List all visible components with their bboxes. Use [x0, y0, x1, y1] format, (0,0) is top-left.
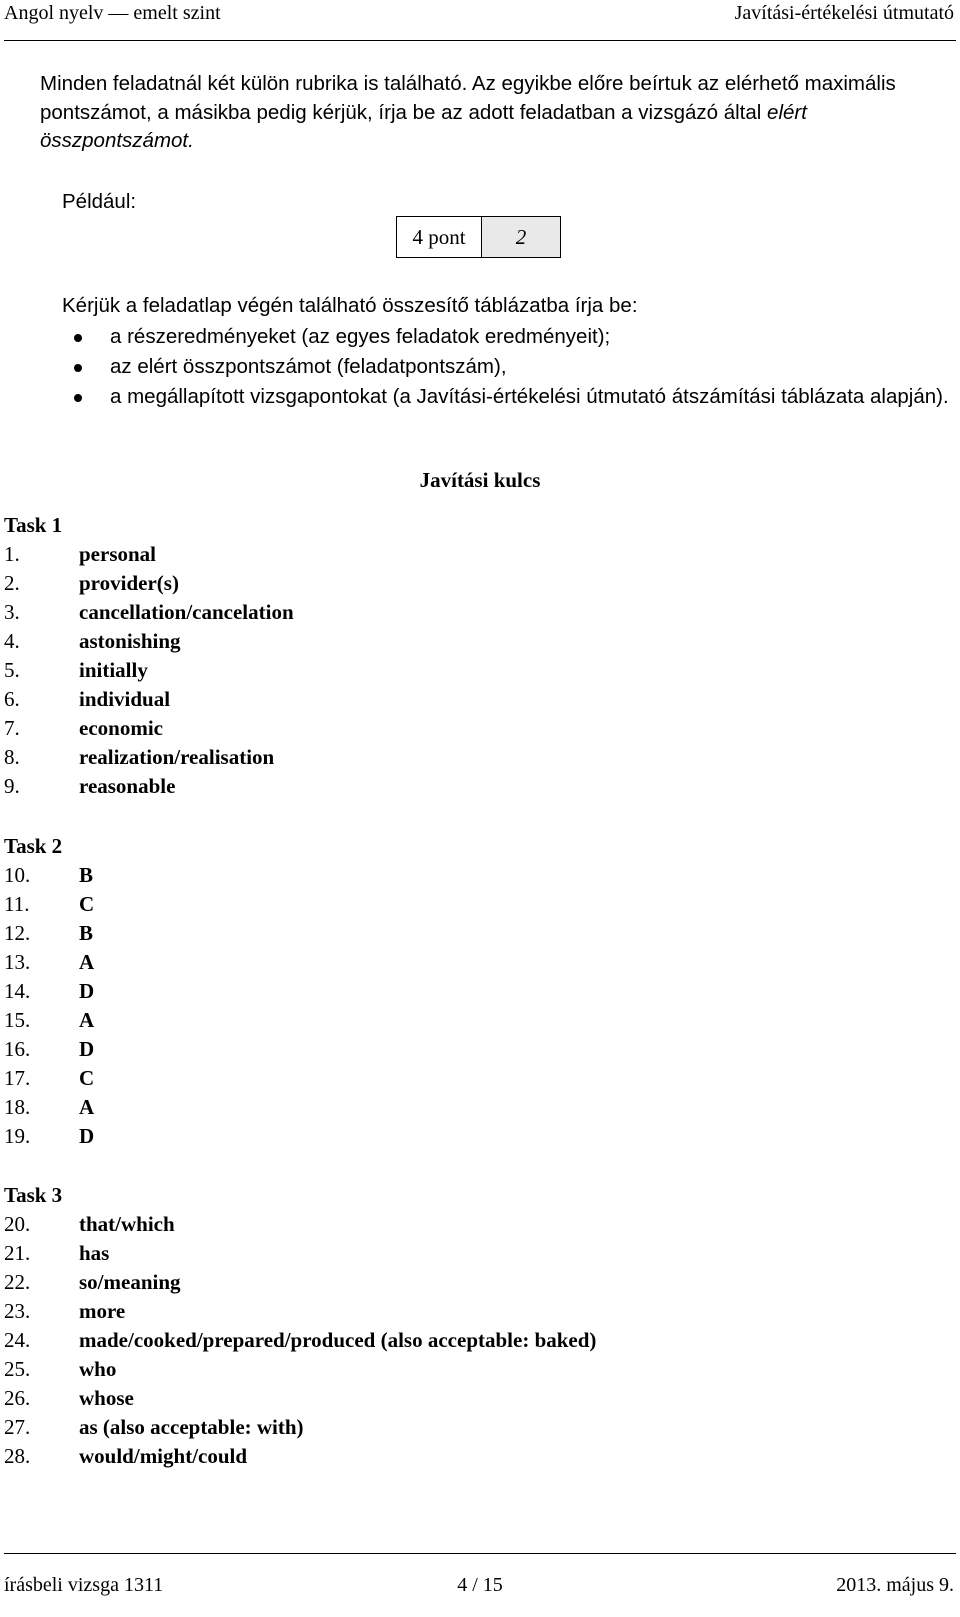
answer-row [4, 714, 294, 743]
list-item-text: az elért összpontszámot (feladatpontszám), [110, 355, 507, 378]
intro-italic-tail: elért összpontszámot. [40, 100, 807, 152]
answer-text: C [79, 892, 95, 916]
task-title: Task 1 [4, 513, 63, 537]
answer-text: individual [79, 687, 171, 711]
answer-row [4, 919, 94, 948]
answer-number: 1. [4, 542, 20, 566]
answer-row [4, 1006, 94, 1035]
answer-number: 13. [4, 950, 31, 974]
bullet-icon [74, 334, 82, 342]
answer-row [4, 627, 294, 656]
answer-number: 26. [4, 1386, 31, 1410]
answer-row [4, 890, 94, 919]
answer-text: so/meaning [79, 1270, 181, 1294]
answer-text: made/cooked/prepared/produced (also acceptable: baked) [79, 1328, 597, 1352]
answer-text: as (also acceptable: with) [79, 1415, 304, 1439]
answer-row [4, 598, 294, 627]
answer-row [4, 1239, 596, 1268]
answer-number: 15. [4, 1008, 31, 1032]
answer-row [4, 569, 294, 598]
answer-text: C [79, 1066, 95, 1090]
answer-text: B [79, 863, 94, 887]
answer-row [4, 1297, 596, 1326]
answer-number: 20. [4, 1212, 31, 1236]
task-title: Task 3 [4, 1183, 63, 1207]
answer-text: B [79, 921, 94, 945]
footer-date: 2013. május 9. [836, 1574, 954, 1596]
answer-key-title: Javítási kulcs [419, 468, 541, 492]
answer-row [4, 1268, 596, 1297]
answer-number: 18. [4, 1095, 31, 1119]
answer-row [4, 1442, 596, 1471]
answer-text: provider(s) [79, 571, 179, 595]
answer-number: 11. [4, 892, 30, 916]
header-divider [4, 40, 956, 41]
footer-exam-code: írásbeli vizsga 1311 [4, 1574, 164, 1596]
answer-number: 19. [4, 1124, 31, 1148]
list-item [62, 382, 958, 412]
task-title: Task 2 [4, 834, 63, 858]
answer-number: 22. [4, 1270, 31, 1294]
answer-text: more [79, 1299, 126, 1323]
answer-row [4, 656, 294, 685]
answer-number: 17. [4, 1066, 31, 1090]
intro-paragraph [40, 70, 940, 156]
answer-text: A [79, 1008, 95, 1032]
bullet-icon [74, 394, 82, 402]
answer-number: 21. [4, 1241, 31, 1265]
answer-row [4, 1093, 94, 1122]
answer-text: A [79, 1095, 95, 1119]
answer-text: realization/realisation [79, 745, 275, 769]
answer-row [4, 743, 294, 772]
answer-number: 25. [4, 1357, 31, 1381]
answer-row [4, 948, 94, 977]
answer-row [4, 1326, 596, 1355]
list-item [62, 322, 958, 352]
score-earned-points: 2 [482, 217, 560, 257]
answer-text: economic [79, 716, 163, 740]
answer-row [4, 977, 94, 1006]
answer-number: 10. [4, 863, 31, 887]
answer-row [4, 861, 94, 890]
answer-text: D [79, 1037, 95, 1061]
answer-number: 6. [4, 687, 20, 711]
answer-number: 2. [4, 571, 20, 595]
score-box-example [396, 216, 561, 258]
answer-row [4, 540, 294, 569]
instructions-lead: Kérjük a feladatlap végén található összesítő táblázatba írja be: [62, 294, 638, 317]
bullet-icon [74, 364, 82, 372]
header-subject: Angol nyelv — emelt szint [4, 2, 221, 24]
answer-text: initially [79, 658, 148, 682]
answer-row [4, 1122, 94, 1151]
example-label: Például: [62, 190, 137, 213]
intro-text: Minden feladatnál két külön rubrika is található. Az egyikbe előre beírtuk az elérhető maximális pontszámot, a másikba pedig kérjük, írja be az adott feladatban a vizsgázó által [40, 72, 896, 124]
task-2-section [4, 832, 94, 1151]
answer-text: A [79, 950, 95, 974]
answer-number: 3. [4, 600, 20, 624]
answer-row [4, 1035, 94, 1064]
answer-number: 24. [4, 1328, 31, 1352]
answer-number: 28. [4, 1444, 31, 1468]
answer-text: cancellation/cancelation [79, 600, 294, 624]
answer-number: 7. [4, 716, 20, 740]
list-item-text: a részeredményeket (az egyes feladatok eredményeit); [110, 325, 611, 348]
answer-number: 5. [4, 658, 20, 682]
answer-text: has [79, 1241, 110, 1265]
answer-number: 14. [4, 979, 31, 1003]
answer-row [4, 1355, 596, 1384]
footer-page-number: 4 / 15 [457, 1574, 503, 1596]
task-3-section [4, 1181, 596, 1471]
answer-text: who [79, 1357, 117, 1381]
header-doc-type: Javítási-értékelési útmutató [734, 2, 954, 24]
answer-number: 8. [4, 745, 20, 769]
answer-number: 23. [4, 1299, 31, 1323]
answer-number: 27. [4, 1415, 31, 1439]
answer-row [4, 1413, 596, 1442]
answer-text: reasonable [79, 774, 176, 798]
answer-number: 4. [4, 629, 20, 653]
instructions-list [62, 322, 958, 412]
footer-divider [4, 1553, 956, 1554]
answer-row [4, 1064, 94, 1093]
answer-number: 12. [4, 921, 31, 945]
answer-text: that/which [79, 1212, 175, 1236]
list-item [62, 352, 958, 382]
score-max-points: 4 pont [397, 217, 482, 257]
answer-row [4, 685, 294, 714]
answer-row [4, 1210, 596, 1239]
answer-text: would/might/could [79, 1444, 248, 1468]
answer-text: personal [79, 542, 157, 566]
list-item-text: a megállapított vizsgapontokat (a Javítási-értékelési útmutató átszámítási táblázata alapján). [110, 385, 949, 408]
answer-text: D [79, 979, 95, 1003]
answer-row [4, 772, 294, 801]
answer-row [4, 1384, 596, 1413]
answer-text: whose [79, 1386, 134, 1410]
answer-text: astonishing [79, 629, 181, 653]
answer-number: 9. [4, 774, 20, 798]
answer-number: 16. [4, 1037, 31, 1061]
task-1-section [4, 511, 294, 801]
answer-text: D [79, 1124, 95, 1148]
